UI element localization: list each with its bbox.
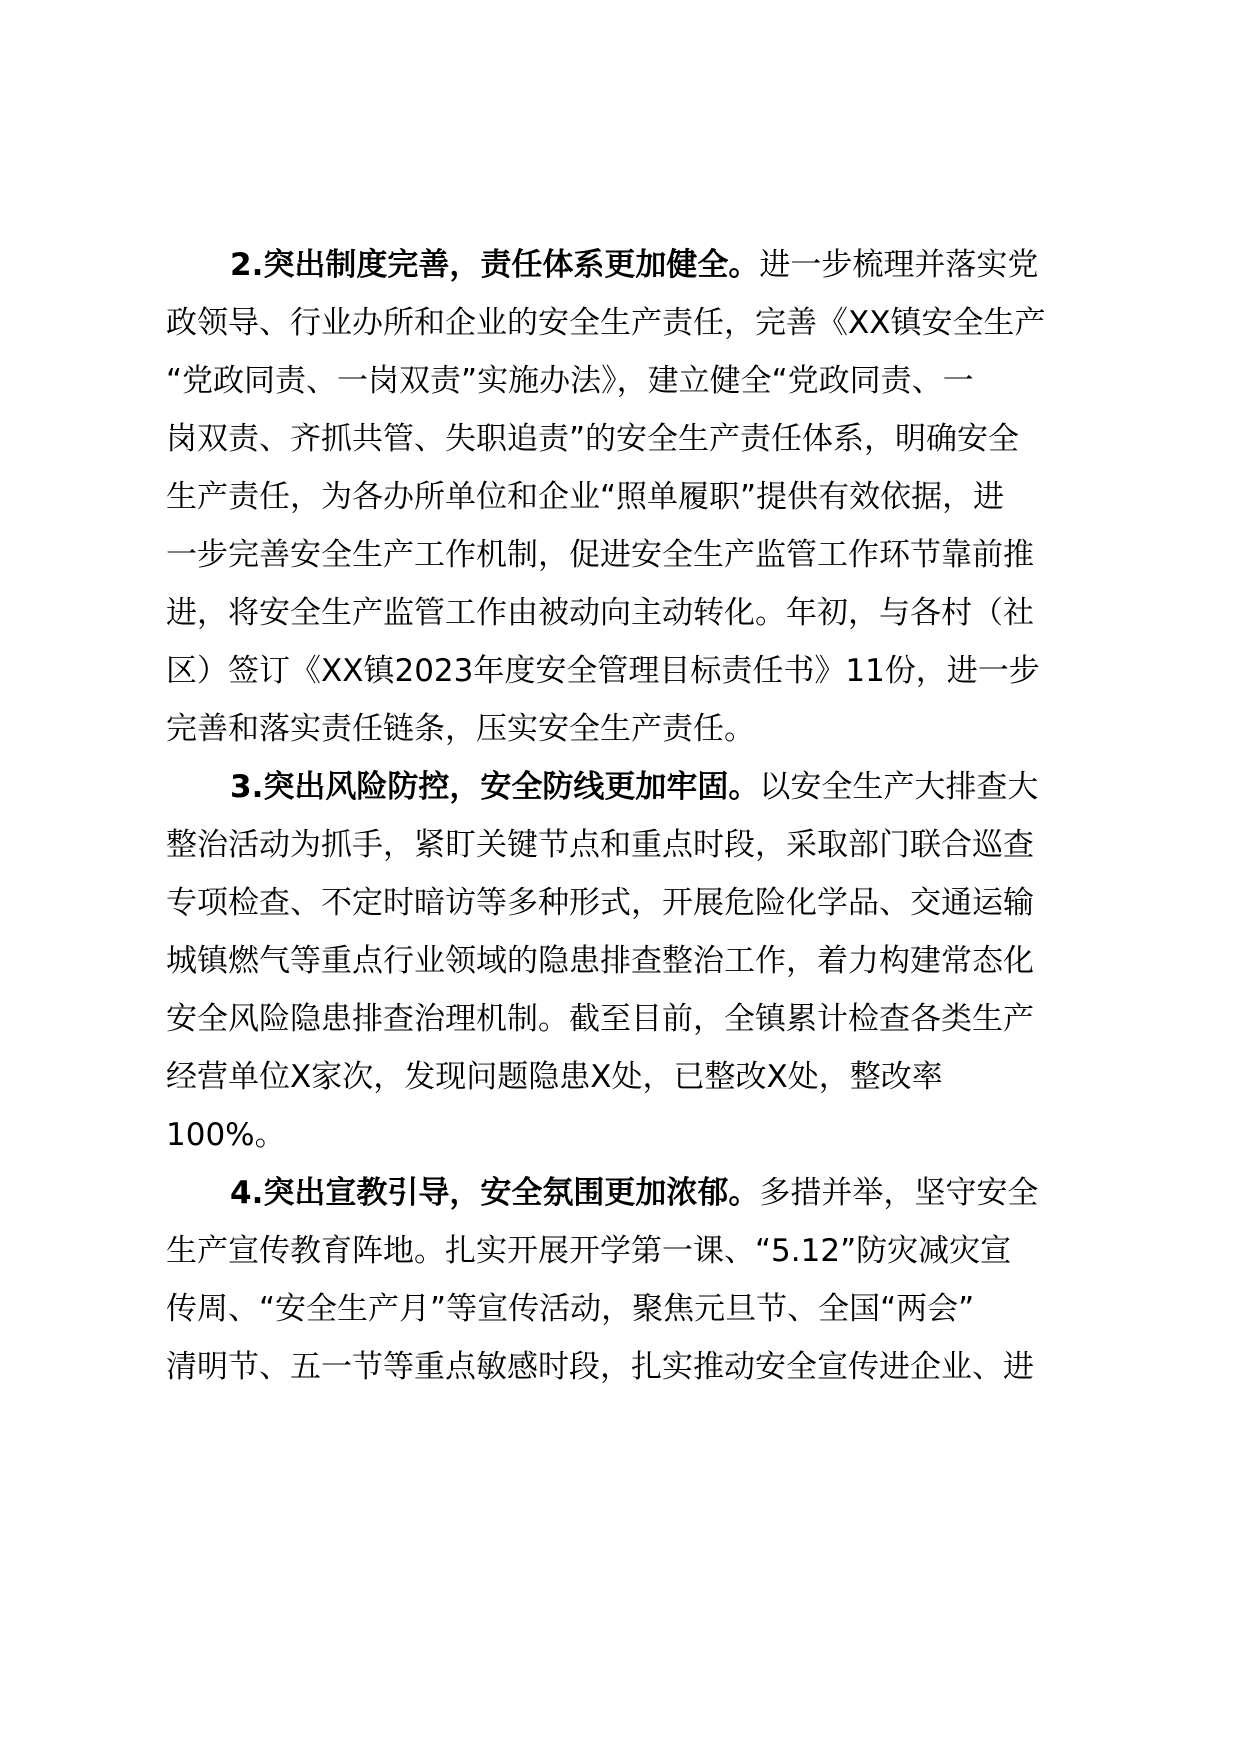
- paragraph-2-line-5: 生产责任，为各办所单位和企业“照单履职”提供有效依据，进: [166, 479, 1005, 515]
- paragraph-2-heading: 2.突出制度完善，责任体系更加健全。: [230, 247, 760, 283]
- paragraph-3-line-7: 100%。: [166, 1117, 286, 1153]
- paragraph-4-line-4: 清明节、五一节等重点敏感时段，扎实推动安全宣传进企业、进: [166, 1349, 1034, 1385]
- paragraph-4-line-2: 生产宣传教育阵地。扎实开展开学第一课、“5.12”防灾减灾宣: [166, 1233, 1012, 1269]
- paragraph-3-heading: 3.突出风险防控，安全防线更加牢固。: [230, 769, 760, 805]
- paragraph-2-line-9: 完善和落实责任链条，压实安全生产责任。: [166, 711, 755, 747]
- paragraph-2-line-3: “党政同责、一岗双责”实施办法》，建立健全“党政同责、一: [166, 363, 974, 399]
- paragraph-2-line-8: 区）签订《XX镇2023年度安全管理目标责任书》11份，进一步: [166, 653, 1040, 689]
- paragraph-3-line-2: 整治活动为抓手，紧盯关键节点和重点时段，采取部门联合巡查: [166, 827, 1034, 863]
- paragraph-3-text: 以安全生产大排查大: [759, 769, 1039, 805]
- paragraph-4-line-1: [166, 1169, 1038, 1217]
- paragraph-3-line-3: 专项检查、不定时暗访等多种形式，开展危险化学品、交通运输: [166, 885, 1034, 921]
- paragraph-2-line-2: 政领导、行业办所和企业的安全生产责任，完善《XX镇安全生产: [166, 305, 1046, 341]
- paragraph-3-line-5: 安全风险隐患排查治理机制。截至目前，全镇累计检查各类生产: [166, 1001, 1034, 1037]
- paragraph-4-text: 多措并举，坚守安全: [759, 1175, 1039, 1211]
- paragraph-4-heading: 4.突出宣教引导，安全氛围更加浓郁。: [230, 1175, 760, 1211]
- paragraph-3-line-4: 城镇燃气等重点行业领域的隐患排查整治工作，着力构建常态化: [166, 943, 1034, 979]
- paragraph-2-text: 进一步梳理并落实党: [759, 247, 1039, 283]
- paragraph-2-line-6: 一步完善安全生产工作机制，促进安全生产监管工作环节靠前推: [166, 537, 1034, 573]
- paragraph-4-line-3: 传周、“安全生产月”等宣传活动，聚焦元旦节、全国“两会”: [166, 1291, 975, 1327]
- paragraph-2-line-7: 进，将安全生产监管工作由被动向主动转化。年初，与各村（社: [166, 595, 1034, 631]
- paragraph-3-line-6: 经营单位X家次，发现问题隐患X处，已整改X处，整改率: [166, 1059, 943, 1095]
- paragraph-3-line-1: [166, 763, 1038, 811]
- paragraph-2-line-4: 岗双责、齐抓共管、失职追责”的安全生产责任体系，明确安全: [166, 421, 1020, 457]
- paragraph-2-line-1: [166, 241, 1038, 289]
